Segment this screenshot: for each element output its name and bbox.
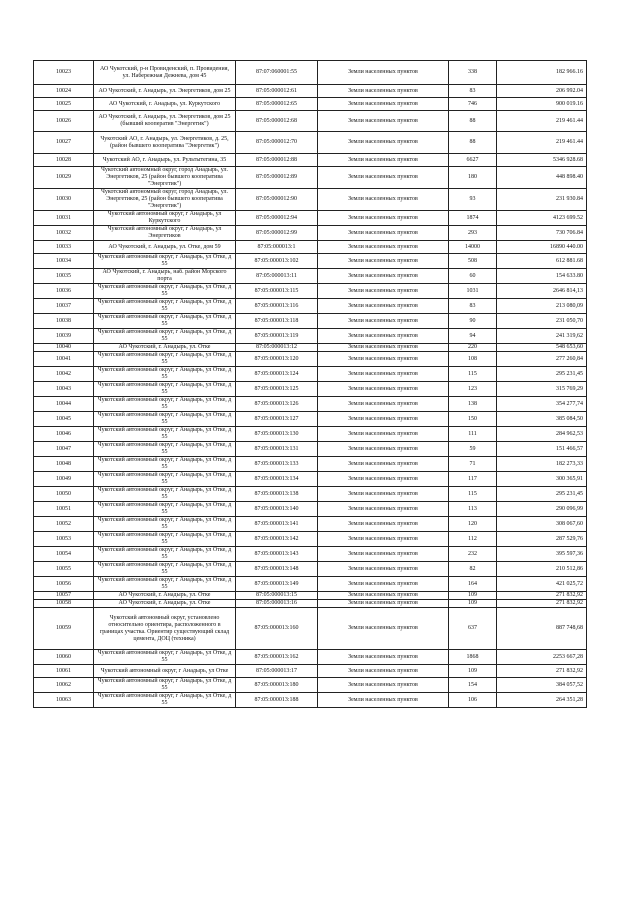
cell-address: Чукотский автономный округ, г Анадырь, ул Энергетиков [94, 226, 236, 241]
cell-cadastral-number: 87:05:000013:180 [236, 678, 318, 693]
table-row [34, 397, 587, 412]
cell-number: 10038 [34, 314, 94, 329]
cell-cadastral-number: 87:05:000013:138 [236, 487, 318, 502]
cell-address: Чукотский автономный округ, г Анадырь, ул Отке, д 55 [94, 412, 236, 427]
cell-number: 10030 [34, 189, 94, 211]
cell-area: 109 [449, 600, 497, 608]
cell-land-category: Земли населенных пунктов [318, 562, 449, 577]
cell-cadastral-number: 87:05:000012:70 [236, 132, 318, 154]
cell-land-category: Земли населенных пунктов [318, 189, 449, 211]
cell-land-category: Земли населенных пунктов [318, 154, 449, 167]
cell-land-category: Земли населенных пунктов [318, 472, 449, 487]
cell-address: Чукотский автономный округ, город Анадырь, ул. Энергетиков, 25 (район бывшего кооператива "Энергетик") [94, 189, 236, 211]
cell-address: Чукотский автономный округ, г Анадырь, ул Отке, д 55 [94, 382, 236, 397]
cell-cadastral-cost: 2253 667,28 [497, 650, 587, 665]
cell-area: 293 [449, 226, 497, 241]
cell-cadastral-cost: 210 512,86 [497, 562, 587, 577]
cell-number: 10028 [34, 154, 94, 167]
cell-cadastral-cost: 182 966.16 [497, 61, 587, 85]
table-row [34, 226, 587, 241]
cell-number: 10046 [34, 427, 94, 442]
cell-address: АО Чукотский, г. Анадырь, ул. Энергетиков, дом 25 [94, 85, 236, 98]
cell-area: 109 [449, 665, 497, 678]
cell-cadastral-number: 87:05:000012:94 [236, 211, 318, 226]
cell-cadastral-number: 87:05:000013:149 [236, 577, 318, 592]
cell-area: 115 [449, 487, 497, 502]
cell-land-category: Земли населенных пунктов [318, 442, 449, 457]
table-row [34, 211, 587, 226]
cell-land-category: Земли населенных пунктов [318, 269, 449, 284]
cell-cadastral-number: 87:05:000013:160 [236, 608, 318, 650]
cell-address: Чукотский автономный округ, г Анадырь, ул Отке, д 55 [94, 457, 236, 472]
cell-land-category: Земли населенных пунктов [318, 427, 449, 442]
table-row [34, 608, 587, 650]
table-row [34, 382, 587, 397]
cell-cadastral-number: 87:05:000013:116 [236, 299, 318, 314]
cell-cadastral-number: 87:05:000013:119 [236, 329, 318, 344]
cell-land-category: Земли населенных пунктов [318, 314, 449, 329]
cell-number: 10026 [34, 111, 94, 132]
cell-cadastral-cost: 395 597,36 [497, 547, 587, 562]
cell-cadastral-cost: 206 992.04 [497, 85, 587, 98]
cell-address: Чукотский автономный округ, г Анадырь, ул Отке, д 55 [94, 678, 236, 693]
cell-cadastral-cost: 308 067,60 [497, 517, 587, 532]
cell-number: 10031 [34, 211, 94, 226]
cell-cadastral-cost: 612 881.68 [497, 254, 587, 269]
cell-number: 10032 [34, 226, 94, 241]
cell-land-category: Земли населенных пунктов [318, 226, 449, 241]
cell-area: 106 [449, 693, 497, 708]
table-row [34, 412, 587, 427]
table-row [34, 85, 587, 98]
cell-number: 10036 [34, 284, 94, 299]
cell-land-category: Земли населенных пунктов [318, 98, 449, 111]
cell-number: 10023 [34, 61, 94, 85]
cell-cadastral-cost: 264 351,28 [497, 693, 587, 708]
cell-number: 10061 [34, 665, 94, 678]
table-row [34, 600, 587, 608]
cell-area: 115 [449, 367, 497, 382]
cell-cadastral-cost: 290 096,99 [497, 502, 587, 517]
cell-number: 10058 [34, 600, 94, 608]
cell-address: Чукотский автономный округ, г Анадырь, ул Отке, д 55 [94, 487, 236, 502]
cell-number: 10048 [34, 457, 94, 472]
cell-cadastral-cost: 4123 699.52 [497, 211, 587, 226]
table-row [34, 167, 587, 189]
table-row [34, 650, 587, 665]
cell-area: 154 [449, 678, 497, 693]
cell-cadastral-cost: 287 529,76 [497, 532, 587, 547]
cell-land-category: Земли населенных пунктов [318, 397, 449, 412]
cell-cadastral-number: 87:05:000013:17 [236, 665, 318, 678]
cell-cadastral-cost: 900 019.16 [497, 98, 587, 111]
cell-area: 123 [449, 382, 497, 397]
cell-address: Чукотский автономный округ, г Анадырь, ул Куркутского [94, 211, 236, 226]
cell-address: АО Чукотский, г. Анадырь, ул. Отке [94, 592, 236, 600]
cell-land-category: Земли населенных пунктов [318, 608, 449, 650]
cell-number: 10051 [34, 502, 94, 517]
cell-number: 10060 [34, 650, 94, 665]
cell-area: 232 [449, 547, 497, 562]
cell-cadastral-cost: 241 319,62 [497, 329, 587, 344]
cell-land-category: Земли населенных пунктов [318, 329, 449, 344]
cell-cadastral-cost: 277 260,84 [497, 352, 587, 367]
cell-area: 6627 [449, 154, 497, 167]
table-row [34, 189, 587, 211]
table-row [34, 352, 587, 367]
cell-cadastral-cost: 182 273,33 [497, 457, 587, 472]
cell-cadastral-cost: 5346 928.68 [497, 154, 587, 167]
table-row [34, 367, 587, 382]
cell-address: Чукотский автономный округ, город Анадырь, ул. Энергетиков, 25 (район бывшего кооператива "Энергетик") [94, 167, 236, 189]
cell-area: 88 [449, 111, 497, 132]
cell-address: Чукотский автономный округ, г Анадырь, ул Отке, д 55 [94, 517, 236, 532]
cell-land-category: Земли населенных пунктов [318, 600, 449, 608]
cell-cadastral-number: 87:05:000013:11 [236, 269, 318, 284]
cell-cadastral-cost: 151 466,57 [497, 442, 587, 457]
cell-land-category: Земли населенных пунктов [318, 502, 449, 517]
cell-cadastral-number: 87:05:000013:162 [236, 650, 318, 665]
cell-land-category: Земли населенных пунктов [318, 111, 449, 132]
table-row [34, 427, 587, 442]
cell-land-category: Земли населенных пунктов [318, 693, 449, 708]
cell-number: 10027 [34, 132, 94, 154]
cell-area: 112 [449, 532, 497, 547]
cell-area: 1874 [449, 211, 497, 226]
table-row [34, 132, 587, 154]
cell-number: 10043 [34, 382, 94, 397]
cell-address: Чукотский автономный округ, г Анадырь, ул Отке, д 55 [94, 329, 236, 344]
cell-number: 10033 [34, 241, 94, 254]
cell-area: 220 [449, 344, 497, 352]
cell-address: Чукотский АО, г. Анадырь, ул. Энергетиков, д. 25, (район бывшего кооператива "Энергетик") [94, 132, 236, 154]
cell-number: 10052 [34, 517, 94, 532]
cell-cadastral-number: 87:05:000013:102 [236, 254, 318, 269]
cell-land-category: Земли населенных пунктов [318, 592, 449, 600]
cell-land-category: Земли населенных пунктов [318, 61, 449, 85]
cell-address: АО Чукотский, г. Анадырь, наб. район Морского порта [94, 269, 236, 284]
cell-land-category: Земли населенных пунктов [318, 487, 449, 502]
cell-cadastral-cost: 271 832,92 [497, 592, 587, 600]
cell-cadastral-number: 87:05:000012:90 [236, 189, 318, 211]
cell-address: АО Чукотский, г. Анадырь, ул. Энергетиков, дом 25 (бывший кооператив "Энергетик") [94, 111, 236, 132]
cell-cadastral-number: 87:05:000012:68 [236, 111, 318, 132]
cell-cadastral-cost: 421 025,72 [497, 577, 587, 592]
cell-address: Чукотский автономный округ, г Анадырь, ул Отке, д 55 [94, 367, 236, 382]
cell-area: 88 [449, 132, 497, 154]
cell-area: 60 [449, 269, 497, 284]
cell-address: Чукотский автономный округ, г Анадырь, ул Отке, д 55 [94, 577, 236, 592]
cell-address: Чукотский автономный округ, г Анадырь, ул Отке, д 55 [94, 397, 236, 412]
cell-cadastral-cost: 730 706.84 [497, 226, 587, 241]
table-row [34, 241, 587, 254]
cell-area: 59 [449, 442, 497, 457]
cell-address: Чукотский автономный округ, г Анадырь, ул Отке, д 55 [94, 299, 236, 314]
cell-cadastral-cost: 219 461.44 [497, 132, 587, 154]
cell-cadastral-number: 87:05:000012:88 [236, 154, 318, 167]
cell-land-category: Земли населенных пунктов [318, 457, 449, 472]
cell-number: 10035 [34, 269, 94, 284]
cell-area: 113 [449, 502, 497, 517]
cell-address: Чукотский автономный округ, г Анадырь, ул Отке, д 55 [94, 352, 236, 367]
cell-cadastral-number: 87:05:000012:89 [236, 167, 318, 189]
cell-cadastral-cost: 354 277,74 [497, 397, 587, 412]
cell-address: АО Чукотский, г. Анадырь, ул. Куркутского [94, 98, 236, 111]
cell-number: 10034 [34, 254, 94, 269]
cell-cadastral-number: 87:05:000013:125 [236, 382, 318, 397]
cell-land-category: Земли населенных пунктов [318, 132, 449, 154]
cell-cadastral-number: 87:05:000013:143 [236, 547, 318, 562]
cell-number: 10024 [34, 85, 94, 98]
cell-number: 10053 [34, 532, 94, 547]
table-row [34, 487, 587, 502]
table-row [34, 577, 587, 592]
cell-address: Чукотский автономный округ, г Анадырь, ул Отке, д 55 [94, 314, 236, 329]
cell-land-category: Земли населенных пунктов [318, 367, 449, 382]
cell-cadastral-cost: 284 962,53 [497, 427, 587, 442]
cell-cadastral-number: 87:05:000012:61 [236, 85, 318, 98]
cell-land-category: Земли населенных пунктов [318, 412, 449, 427]
table-row [34, 61, 587, 85]
cell-area: 180 [449, 167, 497, 189]
cell-area: 90 [449, 314, 497, 329]
cell-address: АО Чукотский, г. Анадырь, ул. Отке [94, 600, 236, 608]
cell-number: 10040 [34, 344, 94, 352]
cell-area: 117 [449, 472, 497, 487]
cell-land-category: Земли населенных пунктов [318, 665, 449, 678]
cell-address: Чукотский автономный округ, г Анадырь, ул Отке, д 55 [94, 472, 236, 487]
cell-cadastral-number: 87:05:000013:15 [236, 592, 318, 600]
cell-address: Чукотский автономный округ, г Анадырь, ул Отке, д 55 [94, 532, 236, 547]
cell-cadastral-cost: 271 832,92 [497, 600, 587, 608]
cell-cadastral-number: 87:05:000013:130 [236, 427, 318, 442]
cell-address: Чукотский автономный округ, г Анадырь, ул Отке, д 55 [94, 547, 236, 562]
table-row [34, 269, 587, 284]
table-row [34, 254, 587, 269]
cell-area: 83 [449, 85, 497, 98]
cell-area: 1868 [449, 650, 497, 665]
cell-cadastral-cost: 219 461.44 [497, 111, 587, 132]
cell-address: Чукотский автономный округ, г Анадырь, ул Отке [94, 665, 236, 678]
cell-cadastral-number: 87:05:000013:140 [236, 502, 318, 517]
cell-address: Чукотский автономный округ, установлено относительно ориентира, расположенного в границах участка. Ориентир существующий склад цемента, ДОЦ (техника) [94, 608, 236, 650]
cell-number: 10042 [34, 367, 94, 382]
table-row [34, 517, 587, 532]
cell-number: 10047 [34, 442, 94, 457]
cell-area: 1031 [449, 284, 497, 299]
cell-cadastral-number: 87:05:000013:118 [236, 314, 318, 329]
cell-address: Чукотский автономный округ, г Анадырь, ул Отке, д 55 [94, 693, 236, 708]
cell-address: Чукотский автономный округ, г Анадырь, ул Отке, д 55 [94, 254, 236, 269]
cell-number: 10063 [34, 693, 94, 708]
cell-land-category: Земли населенных пунктов [318, 547, 449, 562]
cell-number: 10045 [34, 412, 94, 427]
cell-cadastral-number: 87:05:000013:134 [236, 472, 318, 487]
cell-cadastral-number: 87:05:000013:131 [236, 442, 318, 457]
cell-number: 10050 [34, 487, 94, 502]
cell-cadastral-cost: 231 050,70 [497, 314, 587, 329]
cell-address: Чукотский автономный округ, г Анадырь, ул Отке, д 55 [94, 284, 236, 299]
cell-number: 10037 [34, 299, 94, 314]
cell-address: АО Чукотский, г. Анадырь, ул. Отке [94, 344, 236, 352]
table-row [34, 547, 587, 562]
cell-cadastral-number: 87:05:000013:148 [236, 562, 318, 577]
cell-cadastral-cost: 154 633.80 [497, 269, 587, 284]
table-row [34, 154, 587, 167]
cell-cadastral-number: 87:05:000013:127 [236, 412, 318, 427]
table-row [34, 562, 587, 577]
cell-land-category: Земли населенных пунктов [318, 211, 449, 226]
cell-land-category: Земли населенных пунктов [318, 284, 449, 299]
cell-area: 508 [449, 254, 497, 269]
cell-land-category: Земли населенных пунктов [318, 517, 449, 532]
cell-number: 10025 [34, 98, 94, 111]
cell-land-category: Земли населенных пунктов [318, 532, 449, 547]
cell-area: 338 [449, 61, 497, 85]
cell-cadastral-cost: 384 057,52 [497, 678, 587, 693]
cell-cadastral-cost: 295 231,45 [497, 487, 587, 502]
table-row [34, 532, 587, 547]
cell-land-category: Земли населенных пунктов [318, 344, 449, 352]
cell-cadastral-number: 87:05:000013:141 [236, 517, 318, 532]
cell-number: 10039 [34, 329, 94, 344]
cell-cadastral-number: 87:05:000013:115 [236, 284, 318, 299]
cell-land-category: Земли населенных пунктов [318, 382, 449, 397]
cell-cadastral-cost: 16890 440.00 [497, 241, 587, 254]
cell-area: 150 [449, 412, 497, 427]
cell-land-category: Земли населенных пунктов [318, 678, 449, 693]
cell-address: АО Чукотский, г. Анадырь, ул. Отке, дом 59 [94, 241, 236, 254]
cell-area: 82 [449, 562, 497, 577]
cell-land-category: Земли населенных пунктов [318, 241, 449, 254]
cell-cadastral-number: 87:05:000013:12 [236, 344, 318, 352]
cell-land-category: Земли населенных пунктов [318, 167, 449, 189]
cell-land-category: Земли населенных пунктов [318, 577, 449, 592]
cell-area: 120 [449, 517, 497, 532]
table-row [34, 693, 587, 708]
cell-cadastral-cost: 295 231,45 [497, 367, 587, 382]
cell-area: 111 [449, 427, 497, 442]
table-row [34, 344, 587, 352]
cell-number: 10029 [34, 167, 94, 189]
table-row [34, 299, 587, 314]
cell-area: 93 [449, 189, 497, 211]
cell-cadastral-cost: 448 898.40 [497, 167, 587, 189]
cell-area: 94 [449, 329, 497, 344]
cell-cadastral-number: 87:05:000013:120 [236, 352, 318, 367]
cell-cadastral-number: 87:05:000013:142 [236, 532, 318, 547]
table-row [34, 665, 587, 678]
cell-number: 10044 [34, 397, 94, 412]
cell-cadastral-cost: 300 365,91 [497, 472, 587, 487]
cell-cadastral-number: 87:05:000013:16 [236, 600, 318, 608]
cell-cadastral-cost: 271 832,92 [497, 665, 587, 678]
cell-cadastral-number: 87:05:000013:1 [236, 241, 318, 254]
cell-address: АО Чукотский, р-н Провиденский, п. Провидения, ул. Набережная Дежнева, дом 45 [94, 61, 236, 85]
cell-cadastral-cost: 315 769,29 [497, 382, 587, 397]
cell-land-category: Земли населенных пунктов [318, 352, 449, 367]
table-row [34, 329, 587, 344]
cell-cadastral-cost: 231 930.84 [497, 189, 587, 211]
cell-area: 71 [449, 457, 497, 472]
cell-number: 10054 [34, 547, 94, 562]
cell-cadastral-number: 87:05:000013:124 [236, 367, 318, 382]
table-row [34, 98, 587, 111]
table-row [34, 442, 587, 457]
table-row [34, 678, 587, 693]
cell-address: Чукотский автономный округ, г Анадырь, ул Отке, д 55 [94, 562, 236, 577]
cell-address: Чукотский автономный округ, г Анадырь, ул Отке, д 55 [94, 427, 236, 442]
cell-number: 10056 [34, 577, 94, 592]
table-row [34, 284, 587, 299]
cell-area: 746 [449, 98, 497, 111]
cell-area: 164 [449, 577, 497, 592]
cell-cadastral-number: 87:07:060001:55 [236, 61, 318, 85]
cell-number: 10049 [34, 472, 94, 487]
cell-land-category: Земли населенных пунктов [318, 85, 449, 98]
table-row [34, 472, 587, 487]
cell-cadastral-cost: 213 080,09 [497, 299, 587, 314]
cell-cadastral-number: 87:05:000013:126 [236, 397, 318, 412]
cell-cadastral-number: 87:05:000013:188 [236, 693, 318, 708]
cell-cadastral-cost: 548 653,60 [497, 344, 587, 352]
cell-area: 138 [449, 397, 497, 412]
cell-cadastral-cost: 2646 814,13 [497, 284, 587, 299]
table-row [34, 502, 587, 517]
table-row [34, 111, 587, 132]
cell-address: Чукотский автономный округ, г Анадырь, ул Отке, д 55 [94, 442, 236, 457]
cell-cadastral-number: 87:05:000012:99 [236, 226, 318, 241]
cell-area: 637 [449, 608, 497, 650]
cell-address: Чукотский АО, г. Анадырь, ул. Рультытегина, 35 [94, 154, 236, 167]
cell-number: 10059 [34, 608, 94, 650]
cell-area: 83 [449, 299, 497, 314]
table-row [34, 314, 587, 329]
table-row [34, 457, 587, 472]
cell-address: Чукотский автономный округ, г Анадырь, ул Отке, д 55 [94, 650, 236, 665]
cell-area: 109 [449, 592, 497, 600]
cell-land-category: Земли населенных пунктов [318, 650, 449, 665]
cell-cadastral-number: 87:05:000013:133 [236, 457, 318, 472]
cell-cadastral-cost: 887 748,68 [497, 608, 587, 650]
cell-address: Чукотский автономный округ, г Анадырь, ул Отке, д 55 [94, 502, 236, 517]
cell-land-category: Земли населенных пунктов [318, 254, 449, 269]
cell-area: 108 [449, 352, 497, 367]
cell-cadastral-cost: 385 084,50 [497, 412, 587, 427]
cell-number: 10057 [34, 592, 94, 600]
cell-cadastral-number: 87:05:000012:65 [236, 98, 318, 111]
cell-number: 10055 [34, 562, 94, 577]
cell-area: 14000 [449, 241, 497, 254]
cell-land-category: Земли населенных пунктов [318, 299, 449, 314]
table-body [34, 61, 587, 708]
cell-number: 10041 [34, 352, 94, 367]
cell-number: 10062 [34, 678, 94, 693]
land-registry-table [33, 60, 587, 708]
table-row [34, 592, 587, 600]
